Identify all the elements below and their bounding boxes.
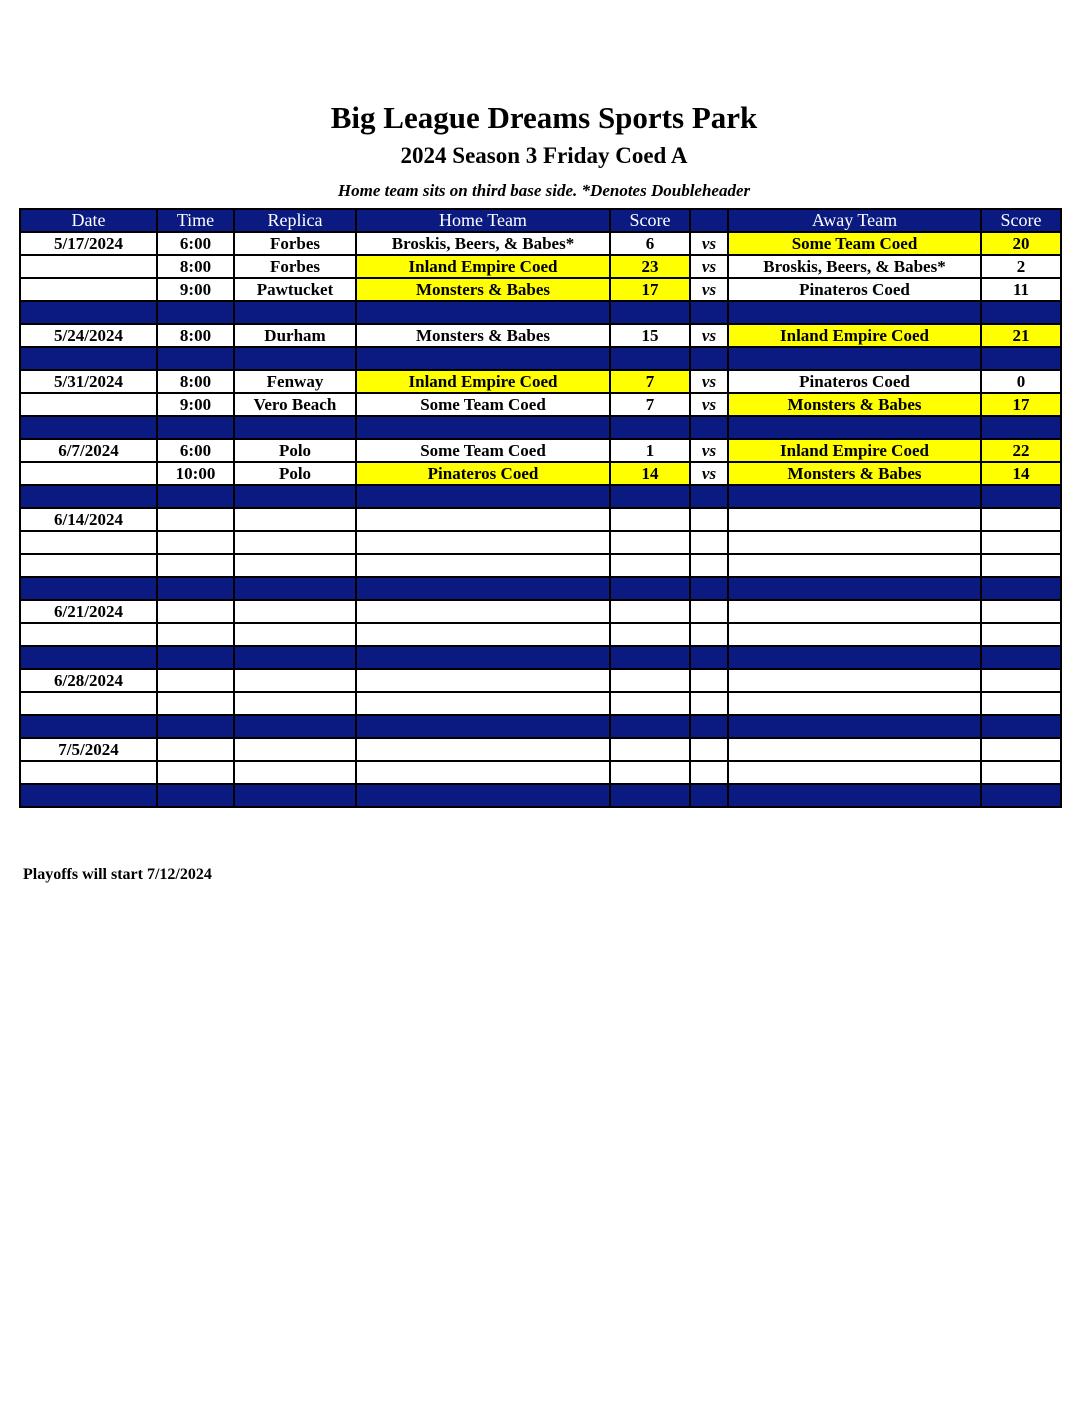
home-score-cell: [610, 692, 690, 715]
vs-cell: [690, 738, 728, 761]
separator-cell: [728, 784, 981, 807]
away-score-cell: [981, 669, 1061, 692]
separator-row: [20, 715, 1061, 738]
vs-cell: [690, 692, 728, 715]
date-cell: [20, 278, 157, 301]
home-team-cell: [356, 623, 610, 646]
separator-cell: [356, 416, 610, 439]
replica-cell: Durham: [234, 324, 356, 347]
home-team-cell: Some Team Coed: [356, 439, 610, 462]
date-cell: 7/5/2024: [20, 738, 157, 761]
separator-cell: [981, 485, 1061, 508]
separator-cell: [690, 715, 728, 738]
away-score-cell: [981, 623, 1061, 646]
time-cell: 8:00: [157, 370, 234, 393]
separator-row: [20, 646, 1061, 669]
separator-cell: [157, 715, 234, 738]
home-team-cell: Inland Empire Coed: [356, 370, 610, 393]
replica-cell: Polo: [234, 462, 356, 485]
date-cell: 5/24/2024: [20, 324, 157, 347]
home-score-cell: [610, 738, 690, 761]
away-team-cell: Monsters & Babes: [728, 462, 981, 485]
home-score-cell: 17: [610, 278, 690, 301]
date-cell: [20, 393, 157, 416]
replica-cell: [234, 738, 356, 761]
separator-cell: [234, 577, 356, 600]
away-score-cell: [981, 600, 1061, 623]
home-team-cell: Broskis, Beers, & Babes*: [356, 232, 610, 255]
vs-cell: vs: [690, 439, 728, 462]
replica-cell: Forbes: [234, 255, 356, 278]
vs-cell: [690, 761, 728, 784]
home-score-cell: 7: [610, 370, 690, 393]
page-subtitle: 2024 Season 3 Friday Coed A: [400, 143, 688, 168]
away-team-cell: [728, 531, 981, 554]
away-score-cell: 0: [981, 370, 1061, 393]
away-score-cell: 17: [981, 393, 1061, 416]
home-team-cell: Pinateros Coed: [356, 462, 610, 485]
away-team-cell: [728, 508, 981, 531]
table-row: [20, 439, 1061, 462]
table-row: [20, 600, 1061, 623]
playoffs-note: Playoffs will start 7/12/2024: [23, 866, 212, 883]
table-row: [20, 324, 1061, 347]
separator-cell: [157, 577, 234, 600]
away-team-cell: Inland Empire Coed: [728, 324, 981, 347]
column-header-away-score: Score: [981, 209, 1061, 232]
separator-cell: [157, 347, 234, 370]
replica-cell: [234, 623, 356, 646]
away-team-cell: [728, 554, 981, 577]
vs-cell: vs: [690, 278, 728, 301]
separator-cell: [20, 577, 157, 600]
separator-row: [20, 347, 1061, 370]
away-team-cell: Broskis, Beers, & Babes*: [728, 255, 981, 278]
away-score-cell: 22: [981, 439, 1061, 462]
away-score-cell: [981, 554, 1061, 577]
table-row: [20, 623, 1061, 646]
home-team-cell: [356, 761, 610, 784]
separator-cell: [157, 646, 234, 669]
separator-cell: [690, 347, 728, 370]
home-score-cell: 15: [610, 324, 690, 347]
separator-cell: [728, 646, 981, 669]
time-cell: 9:00: [157, 278, 234, 301]
away-score-cell: 21: [981, 324, 1061, 347]
replica-cell: [234, 531, 356, 554]
away-score-cell: 14: [981, 462, 1061, 485]
home-score-cell: 6: [610, 232, 690, 255]
separator-row: [20, 784, 1061, 807]
separator-cell: [610, 416, 690, 439]
separator-row: [20, 485, 1061, 508]
separator-cell: [690, 485, 728, 508]
column-header-vs: [690, 209, 728, 232]
separator-cell: [234, 784, 356, 807]
time-cell: [157, 669, 234, 692]
home-team-cell: [356, 508, 610, 531]
home-score-cell: [610, 554, 690, 577]
vs-cell: vs: [690, 255, 728, 278]
time-cell: [157, 623, 234, 646]
home-score-cell: [610, 531, 690, 554]
separator-cell: [20, 485, 157, 508]
separator-cell: [610, 485, 690, 508]
separator-cell: [690, 646, 728, 669]
table-row: [20, 738, 1061, 761]
date-cell: [20, 531, 157, 554]
replica-cell: Fenway: [234, 370, 356, 393]
date-cell: [20, 692, 157, 715]
vs-cell: [690, 623, 728, 646]
away-team-cell: Pinateros Coed: [728, 370, 981, 393]
away-team-cell: [728, 692, 981, 715]
separator-cell: [610, 715, 690, 738]
replica-cell: [234, 600, 356, 623]
separator-cell: [234, 301, 356, 324]
home-score-cell: 14: [610, 462, 690, 485]
separator-cell: [356, 301, 610, 324]
date-cell: [20, 255, 157, 278]
replica-cell: [234, 761, 356, 784]
separator-cell: [157, 301, 234, 324]
away-score-cell: [981, 692, 1061, 715]
separator-cell: [728, 347, 981, 370]
time-cell: [157, 600, 234, 623]
separator-cell: [356, 485, 610, 508]
table-row: [20, 462, 1061, 485]
page-title: Big League Dreams Sports Park: [330, 100, 758, 135]
date-cell: 6/21/2024: [20, 600, 157, 623]
separator-cell: [356, 715, 610, 738]
table-row: [20, 692, 1061, 715]
away-team-cell: [728, 761, 981, 784]
date-cell: 6/14/2024: [20, 508, 157, 531]
column-header-replica: Replica: [234, 209, 356, 232]
date-cell: 5/17/2024: [20, 232, 157, 255]
separator-cell: [981, 416, 1061, 439]
away-team-cell: Pinateros Coed: [728, 278, 981, 301]
vs-cell: vs: [690, 232, 728, 255]
separator-cell: [728, 715, 981, 738]
vs-cell: vs: [690, 324, 728, 347]
home-team-cell: Monsters & Babes: [356, 278, 610, 301]
vs-cell: [690, 600, 728, 623]
table-row: [20, 393, 1061, 416]
table-row: [20, 761, 1061, 784]
separator-cell: [234, 485, 356, 508]
date-cell: [20, 462, 157, 485]
home-team-cell: [356, 554, 610, 577]
table-row: [20, 508, 1061, 531]
away-score-cell: 2: [981, 255, 1061, 278]
table-row: [20, 232, 1061, 255]
separator-cell: [20, 646, 157, 669]
away-score-cell: 20: [981, 232, 1061, 255]
vs-cell: [690, 554, 728, 577]
header-note: Home team sits on third base side. *Denotes Doubleheader: [337, 181, 751, 200]
separator-cell: [234, 347, 356, 370]
separator-row: [20, 577, 1061, 600]
column-header-time: Time: [157, 209, 234, 232]
date-cell: 6/28/2024: [20, 669, 157, 692]
vs-cell: vs: [690, 393, 728, 416]
separator-cell: [690, 416, 728, 439]
home-team-cell: Some Team Coed: [356, 393, 610, 416]
away-team-cell: Some Team Coed: [728, 232, 981, 255]
separator-cell: [234, 646, 356, 669]
separator-cell: [610, 347, 690, 370]
away-score-cell: [981, 738, 1061, 761]
replica-cell: [234, 554, 356, 577]
away-score-cell: [981, 508, 1061, 531]
away-team-cell: Monsters & Babes: [728, 393, 981, 416]
separator-cell: [981, 646, 1061, 669]
away-score-cell: 11: [981, 278, 1061, 301]
replica-cell: [234, 669, 356, 692]
replica-cell: Forbes: [234, 232, 356, 255]
date-cell: [20, 623, 157, 646]
column-header-home-score: Score: [610, 209, 690, 232]
home-score-cell: 7: [610, 393, 690, 416]
column-header-home-team: Home Team: [356, 209, 610, 232]
separator-cell: [20, 784, 157, 807]
home-team-cell: [356, 738, 610, 761]
table-row: [20, 370, 1061, 393]
away-team-cell: [728, 669, 981, 692]
separator-cell: [728, 416, 981, 439]
vs-cell: [690, 531, 728, 554]
replica-cell: [234, 692, 356, 715]
home-score-cell: [610, 669, 690, 692]
time-cell: 8:00: [157, 324, 234, 347]
separator-cell: [356, 646, 610, 669]
table-row: [20, 531, 1061, 554]
replica-cell: [234, 508, 356, 531]
date-cell: 6/7/2024: [20, 439, 157, 462]
separator-cell: [690, 577, 728, 600]
table-row: [20, 669, 1061, 692]
home-score-cell: 23: [610, 255, 690, 278]
home-team-cell: [356, 600, 610, 623]
separator-cell: [981, 577, 1061, 600]
separator-cell: [20, 347, 157, 370]
separator-cell: [20, 715, 157, 738]
away-team-cell: [728, 623, 981, 646]
separator-cell: [20, 301, 157, 324]
date-cell: 5/31/2024: [20, 370, 157, 393]
vs-cell: [690, 669, 728, 692]
home-score-cell: [610, 761, 690, 784]
vs-cell: vs: [690, 462, 728, 485]
home-team-cell: [356, 669, 610, 692]
column-header-date: Date: [20, 209, 157, 232]
separator-cell: [20, 416, 157, 439]
separator-cell: [981, 784, 1061, 807]
replica-cell: Vero Beach: [234, 393, 356, 416]
replica-cell: Polo: [234, 439, 356, 462]
separator-cell: [728, 301, 981, 324]
schedule-header-row: [20, 209, 1061, 232]
home-score-cell: [610, 508, 690, 531]
table-row: [20, 255, 1061, 278]
column-header-away-team: Away Team: [728, 209, 981, 232]
away-team-cell: Inland Empire Coed: [728, 439, 981, 462]
vs-cell: [690, 508, 728, 531]
separator-cell: [356, 784, 610, 807]
home-team-cell: [356, 692, 610, 715]
replica-cell: Pawtucket: [234, 278, 356, 301]
home-team-cell: Inland Empire Coed: [356, 255, 610, 278]
time-cell: [157, 738, 234, 761]
time-cell: [157, 508, 234, 531]
away-score-cell: [981, 761, 1061, 784]
home-score-cell: 1: [610, 439, 690, 462]
separator-cell: [728, 577, 981, 600]
separator-cell: [728, 485, 981, 508]
separator-cell: [610, 301, 690, 324]
separator-cell: [610, 646, 690, 669]
time-cell: 9:00: [157, 393, 234, 416]
time-cell: [157, 692, 234, 715]
time-cell: 6:00: [157, 232, 234, 255]
table-row: [20, 554, 1061, 577]
schedule-body: [20, 232, 1061, 807]
separator-cell: [690, 301, 728, 324]
home-team-cell: Monsters & Babes: [356, 324, 610, 347]
home-score-cell: [610, 623, 690, 646]
separator-cell: [157, 784, 234, 807]
separator-cell: [356, 577, 610, 600]
away-score-cell: [981, 531, 1061, 554]
separator-cell: [234, 416, 356, 439]
away-team-cell: [728, 600, 981, 623]
time-cell: 6:00: [157, 439, 234, 462]
schedule-table: [19, 208, 1062, 808]
time-cell: 8:00: [157, 255, 234, 278]
time-cell: 10:00: [157, 462, 234, 485]
time-cell: [157, 761, 234, 784]
home-team-cell: [356, 531, 610, 554]
separator-row: [20, 416, 1061, 439]
separator-cell: [157, 485, 234, 508]
separator-cell: [981, 347, 1061, 370]
separator-cell: [981, 301, 1061, 324]
date-cell: [20, 761, 157, 784]
time-cell: [157, 531, 234, 554]
separator-cell: [981, 715, 1061, 738]
separator-cell: [690, 784, 728, 807]
home-score-cell: [610, 600, 690, 623]
separator-cell: [157, 416, 234, 439]
separator-cell: [610, 577, 690, 600]
separator-cell: [234, 715, 356, 738]
table-row: [20, 278, 1061, 301]
separator-row: [20, 301, 1061, 324]
separator-cell: [610, 784, 690, 807]
separator-cell: [356, 347, 610, 370]
vs-cell: vs: [690, 370, 728, 393]
time-cell: [157, 554, 234, 577]
date-cell: [20, 554, 157, 577]
away-team-cell: [728, 738, 981, 761]
